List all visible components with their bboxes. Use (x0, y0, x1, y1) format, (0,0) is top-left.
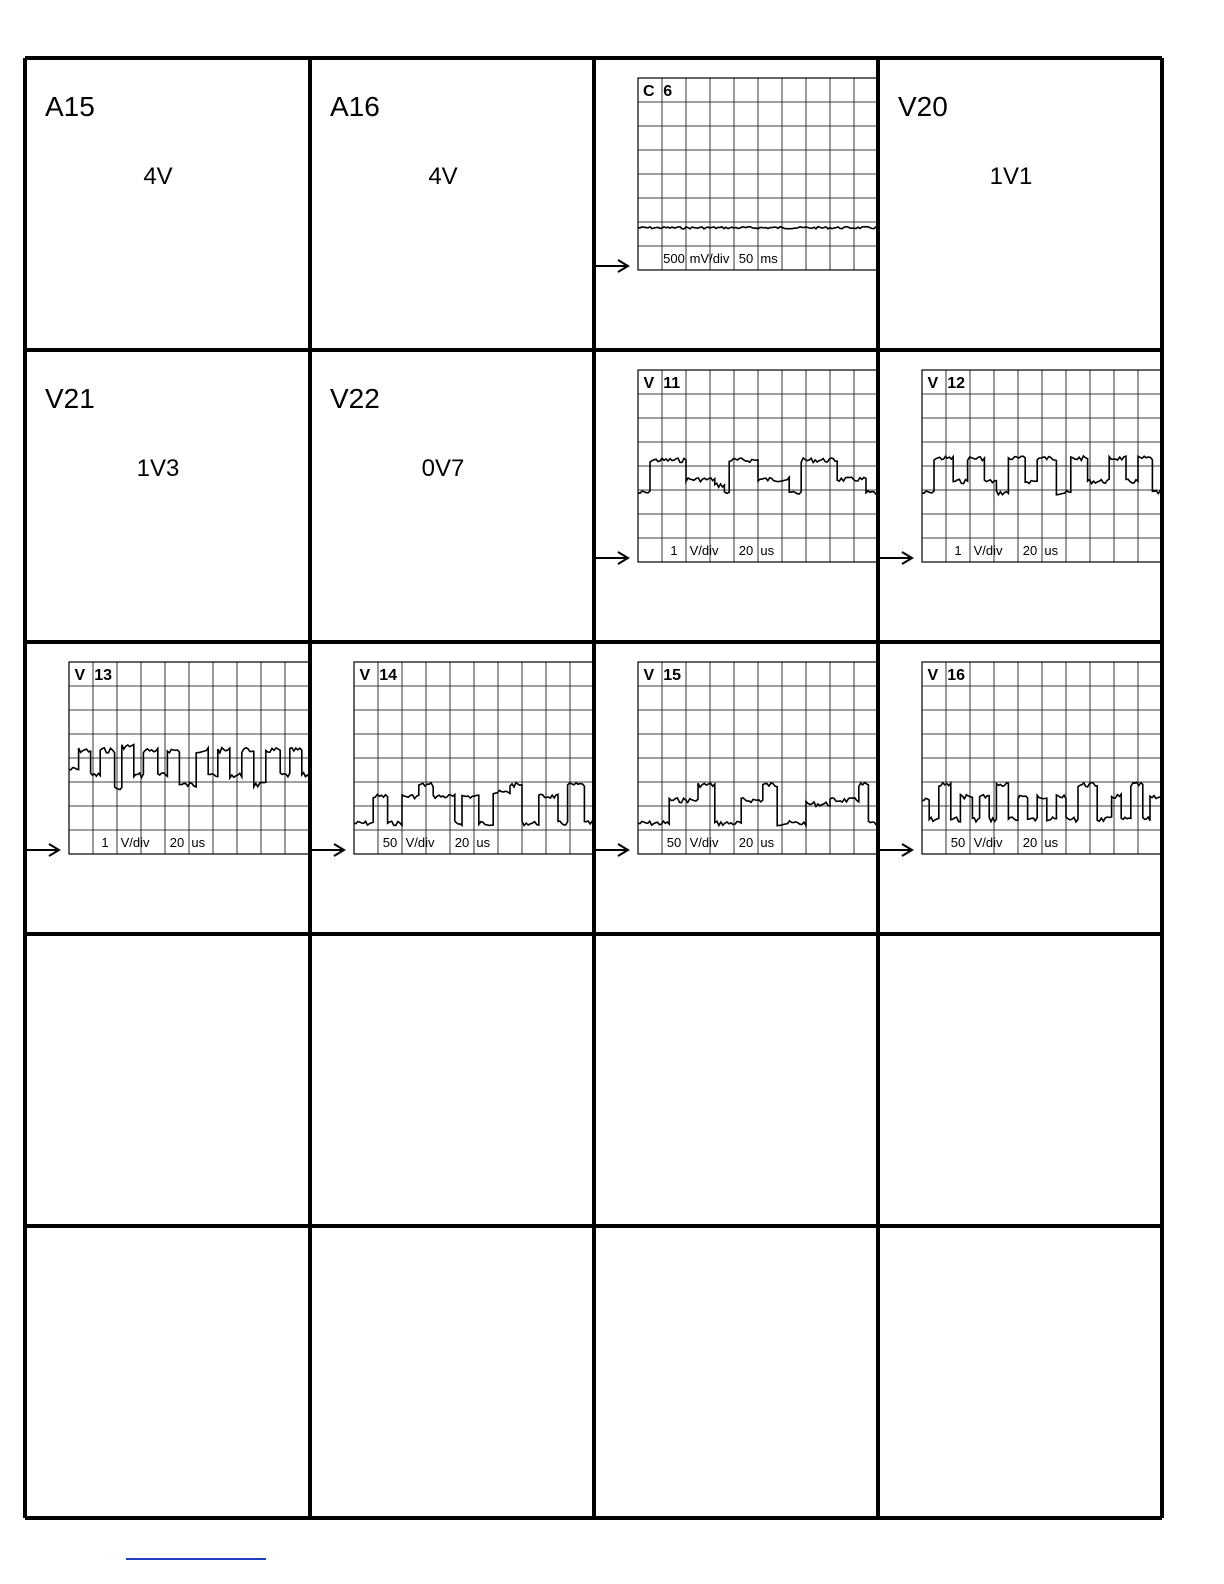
time-per-div-unit: us (760, 543, 775, 558)
time-per-div-value: 20 (1022, 543, 1038, 558)
scope-channel-number: 16 (947, 667, 965, 684)
volts-per-div-value: 500 (663, 251, 685, 266)
cell-v13 (27, 662, 309, 856)
volts-per-div-value: 1 (670, 543, 678, 558)
ground-reference-arrow-icon (596, 260, 628, 272)
scope-channel-letter: V (927, 667, 939, 684)
time-per-div-value: 20 (454, 835, 470, 850)
cell-v15 (596, 662, 878, 856)
ground-reference-arrow-icon (312, 844, 344, 856)
scope-channel-letter: C (643, 83, 655, 100)
scope-trace (354, 662, 594, 854)
scope-trace (69, 662, 309, 854)
volts-per-div-value: 1 (101, 835, 109, 850)
volts-per-div-unit: V/div (689, 543, 719, 558)
voltage-reading: 1V3 (136, 455, 180, 482)
cell-v16 (880, 662, 1162, 856)
cell-a16 (330, 91, 458, 190)
volts-per-div-unit: V/div (120, 835, 150, 850)
time-per-div-unit: us (476, 835, 491, 850)
time-per-div-unit: us (1044, 835, 1059, 850)
scope-channel-letter: V (643, 375, 655, 392)
cell-c6 (596, 78, 878, 272)
scope-channel-letter: V (643, 667, 655, 684)
cell-v20 (898, 91, 1032, 190)
cell-a15 (45, 91, 173, 190)
scope-channel-number: 12 (947, 375, 965, 392)
volts-per-div-value: 50 (382, 835, 398, 850)
time-per-div-unit: ms (760, 251, 778, 266)
scope-channel-letter: V (74, 667, 86, 684)
cell-v21 (45, 383, 179, 482)
ground-reference-arrow-icon (27, 844, 59, 856)
scope-trace (922, 370, 1162, 562)
time-per-div-value: 20 (1022, 835, 1038, 850)
scope-channel-number: 14 (379, 667, 397, 684)
voltage-reading: 0V7 (421, 455, 465, 482)
test-point-label: A16 (330, 91, 380, 122)
volts-per-div-value: 1 (954, 543, 962, 558)
volts-per-div-value: 50 (950, 835, 966, 850)
voltage-reading: 4V (143, 163, 173, 190)
volts-per-div-value: 50 (666, 835, 682, 850)
scope-channel-number: 13 (94, 667, 112, 684)
volts-per-div-unit: mV/div (689, 251, 730, 266)
time-per-div-unit: us (760, 835, 775, 850)
ground-reference-arrow-icon (880, 844, 912, 856)
volts-per-div-unit: V/div (973, 835, 1003, 850)
scope-trace (638, 662, 878, 854)
scope-channel-number: 15 (663, 667, 681, 684)
volts-per-div-unit: V/div (973, 543, 1003, 558)
scope-trace (638, 370, 878, 562)
time-per-div-value: 50 (738, 251, 754, 266)
time-per-div-value: 20 (738, 543, 754, 558)
voltage-reading: 4V (428, 163, 458, 190)
cell-v22 (330, 383, 464, 482)
volts-per-div-unit: V/div (405, 835, 435, 850)
test-point-label: V20 (898, 91, 948, 122)
scope-channel-letter: V (359, 667, 371, 684)
ground-reference-arrow-icon (596, 844, 628, 856)
volts-per-div-unit: V/div (689, 835, 719, 850)
ground-reference-arrow-icon (880, 552, 912, 564)
test-point-label: V22 (330, 383, 380, 414)
cell-v11 (596, 370, 878, 564)
scope-channel-number: 6 (663, 83, 673, 100)
time-per-div-unit: us (191, 835, 206, 850)
cell-v14 (312, 662, 594, 856)
scope-channel-letter: V (927, 375, 939, 392)
time-per-div-unit: us (1044, 543, 1059, 558)
test-point-label: A15 (45, 91, 95, 122)
scope-trace (922, 662, 1162, 854)
test-point-label: V21 (45, 383, 95, 414)
scope-channel-number: 11 (663, 375, 681, 392)
scope-trace (638, 78, 878, 270)
cell-v12 (880, 370, 1162, 564)
time-per-div-value: 20 (169, 835, 185, 850)
time-per-div-value: 20 (738, 835, 754, 850)
voltage-reading: 1V1 (989, 163, 1033, 190)
ground-reference-arrow-icon (596, 552, 628, 564)
